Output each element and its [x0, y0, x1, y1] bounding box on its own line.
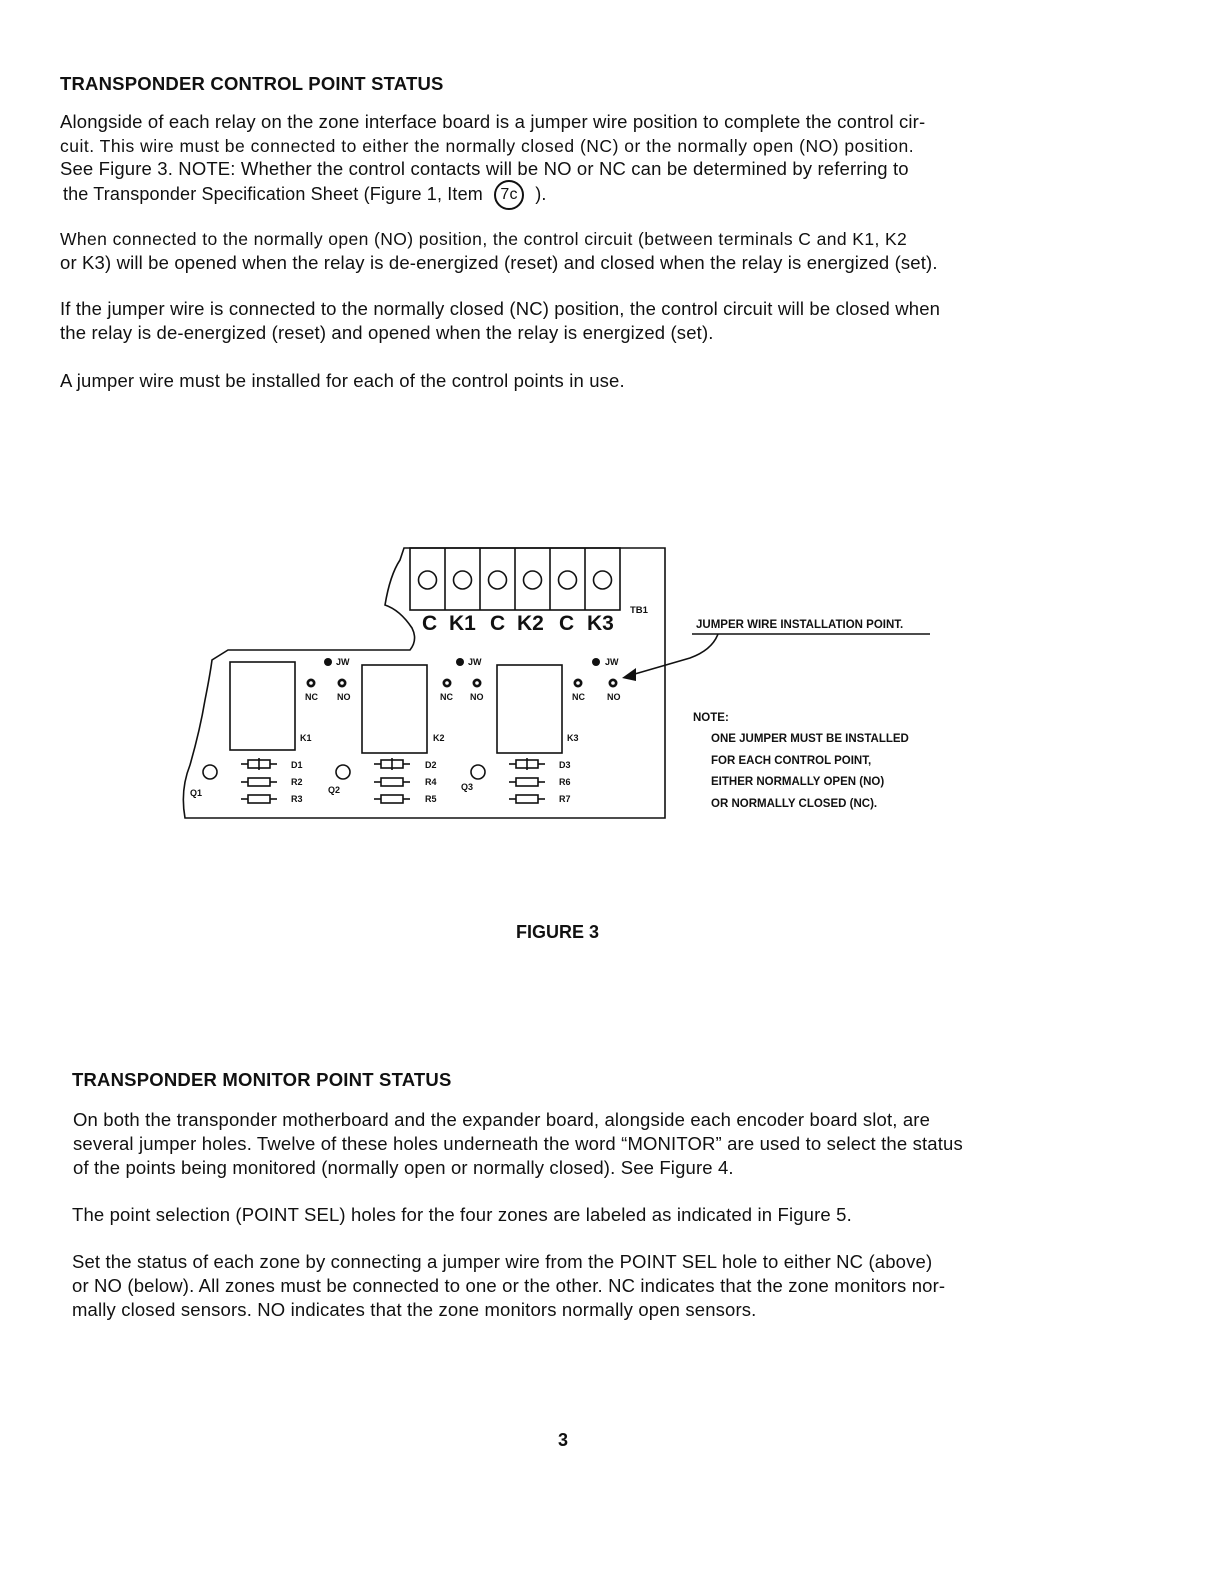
no-label: NO — [607, 692, 621, 702]
component-label: R7 — [559, 794, 571, 804]
jumper-label: JW — [468, 657, 482, 667]
terminal-label: K2 — [517, 612, 544, 635]
relay-label: K3 — [567, 733, 579, 743]
paragraph-line: If the jumper wire is connected to the normally closed (NC) position, the control circuit will be closed when — [60, 298, 941, 319]
jumper-label: JW — [605, 657, 619, 667]
transistor-label: Q3 — [461, 782, 474, 792]
transistor-q1 — [203, 765, 217, 779]
terminal-label: C — [490, 612, 506, 635]
component-label: D3 — [559, 760, 571, 770]
note-title: NOTE: — [693, 712, 729, 724]
arrowhead — [622, 668, 636, 681]
terminal-label: C — [559, 612, 575, 635]
terminal-screw — [559, 571, 577, 589]
note-line: OR NORMALLY CLOSED (NC). — [711, 798, 878, 810]
nc-label: NC — [572, 692, 585, 702]
section-heading-control-point: TRANSPONDER CONTROL POINT STATUS — [60, 73, 444, 94]
relay-label: K2 — [433, 733, 445, 743]
figure-caption: FIGURE 3 — [516, 922, 600, 942]
paragraph-line: Set the status of each zone by connecting a jumper wire from the POINT SEL hole to either NC (above) — [72, 1251, 933, 1272]
terminal-block-label: TB1 — [630, 605, 648, 616]
component-label: D1 — [291, 760, 303, 770]
component-label: R2 — [291, 777, 303, 787]
transistor-label: Q1 — [190, 788, 203, 798]
paragraph-line: or K3) will be opened when the relay is de-energized (reset) and closed when the relay is energized (set). — [60, 252, 938, 273]
jumper-label: JW — [336, 657, 350, 667]
relay-label: K1 — [300, 733, 312, 743]
paragraph-line: On both the transponder motherboard and the expander board, alongside each encoder board slot, are — [73, 1109, 931, 1130]
transistor-q3 — [471, 765, 485, 779]
paragraph-line: several jumper holes. Twelve of these holes underneath the word “MONITOR” are used to select the status — [73, 1133, 963, 1154]
paragraph-text: the Transponder Specification Sheet (Figure 1, Item — [63, 183, 483, 204]
component-label: D2 — [425, 760, 437, 770]
paragraph-line: cuit. This wire must be connected to either the normally closed (NC) or the normally open (NO) position. — [60, 136, 915, 156]
paragraph-line: A jumper wire must be installed for each of the control points in use. — [60, 370, 625, 391]
paragraph-line: When connected to the normally open (NO) position, the control circuit (between terminals C and K1, K2 — [60, 229, 908, 249]
terminal-screw — [489, 571, 507, 589]
item-reference-badge: 7c — [494, 180, 524, 210]
terminal-screw — [419, 571, 437, 589]
terminal-label: C — [422, 612, 438, 635]
terminal-screw — [594, 571, 612, 589]
callout-arrow — [628, 634, 718, 676]
nc-label: NC — [440, 692, 453, 702]
relay-k3 — [497, 665, 562, 753]
page-number: 3 — [558, 1430, 569, 1450]
no-label: NO — [470, 692, 484, 702]
component-label: R6 — [559, 777, 571, 787]
paragraph-line: the relay is de-energized (reset) and opened when the relay is energized (set). — [60, 322, 714, 343]
transistor-q2 — [336, 765, 350, 779]
terminal-screw — [524, 571, 542, 589]
nc-label: NC — [305, 692, 318, 702]
relay-k2 — [362, 665, 427, 753]
paragraph-text: ). — [535, 183, 547, 204]
paragraph-line: Alongside of each relay on the zone interface board is a jumper wire position to complete the control cir- — [60, 111, 926, 132]
note-line: EITHER NORMALLY OPEN (NO) — [711, 776, 885, 788]
paragraph-line: of the points being monitored (normally open or normally closed). See Figure 4. — [73, 1157, 734, 1178]
relay-k1 — [230, 662, 295, 750]
component-label: R3 — [291, 794, 303, 804]
section-heading-monitor-point: TRANSPONDER MONITOR POINT STATUS — [72, 1069, 452, 1090]
note-line: ONE JUMPER MUST BE INSTALLED — [711, 733, 909, 745]
no-label: NO — [337, 692, 351, 702]
paragraph-line: or NO (below). All zones must be connected to one or the other. NC indicates that the zone monitors nor- — [72, 1275, 946, 1296]
paragraph-line: mally closed sensors. NO indicates that the zone monitors normally open sensors. — [72, 1299, 757, 1320]
paragraph-line: The point selection (POINT SEL) holes for the four zones are labeled as indicated in Figure 5. — [72, 1204, 852, 1225]
paragraph-line: See Figure 3. NOTE: Whether the control contacts will be NO or NC can be determined by referring to — [60, 158, 909, 179]
component-label: R5 — [425, 794, 437, 804]
transistor-label: Q2 — [328, 785, 341, 795]
note-line: FOR EACH CONTROL POINT, — [711, 755, 872, 767]
terminal-label: K3 — [587, 612, 614, 635]
callout-label: JUMPER WIRE INSTALLATION POINT. — [696, 619, 904, 631]
terminal-label: K1 — [449, 612, 476, 635]
terminal-screw — [454, 571, 472, 589]
component-label: R4 — [425, 777, 437, 787]
